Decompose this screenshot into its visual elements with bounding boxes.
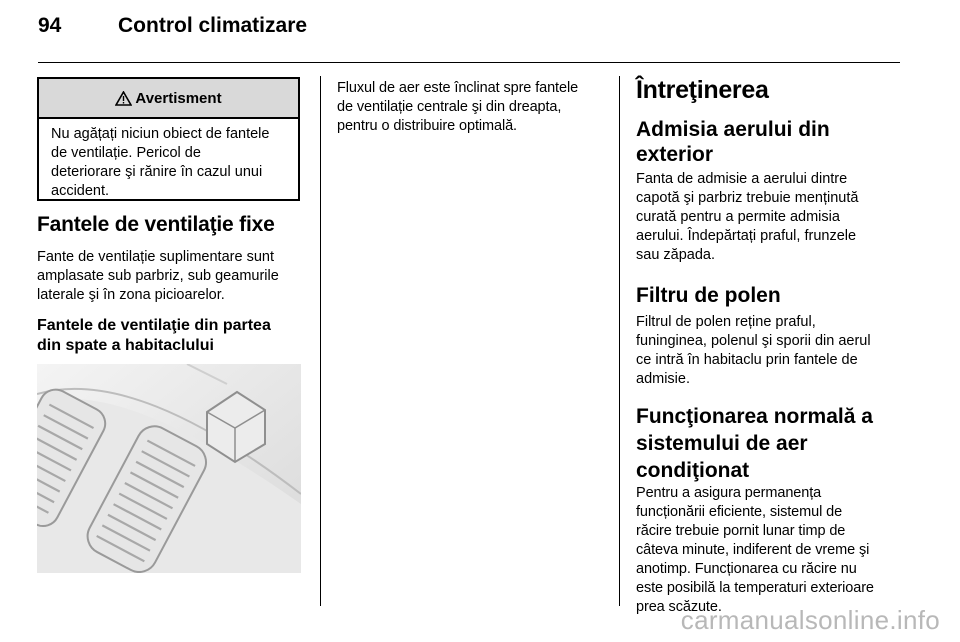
text-line: răcire trebuie pornit lunar timp de xyxy=(636,523,846,539)
text-line: Admisia aerului din xyxy=(636,118,830,141)
header-divider xyxy=(38,62,900,63)
warning-title: Avertisment xyxy=(135,89,222,107)
air-intake-text xyxy=(636,170,916,265)
section-title-pollen-filter xyxy=(636,283,781,308)
fixed-vents-text xyxy=(37,248,307,305)
warning-header xyxy=(39,79,298,119)
warning-line: accident. xyxy=(51,183,110,199)
column-divider-right xyxy=(619,76,620,606)
warning-triangle-icon xyxy=(115,91,132,106)
warning-text xyxy=(51,125,290,201)
text-line: pentru o distribuire optimală. xyxy=(337,118,517,134)
warning-line: de ventilație. Pericol de xyxy=(51,145,201,161)
text-line: ce intră în habitaclu prin fantele de xyxy=(636,352,858,368)
text-line: capotă şi parbriz trebuie menținută xyxy=(636,190,859,206)
text-line: exterior xyxy=(636,143,714,166)
text-line: aerului. Îndepărtați praful, frunzele xyxy=(636,228,857,244)
text-line: sistemului de aer xyxy=(636,432,808,455)
warning-box xyxy=(37,77,300,201)
text-line: Fantele de ventilaţie din partea xyxy=(37,317,271,334)
airflow-text xyxy=(337,79,617,136)
section-title-ac-operation xyxy=(636,403,873,484)
text-line: este posibilă la temperaturi exterioare xyxy=(636,580,874,596)
text-line: condiţionat xyxy=(636,459,750,482)
rear-vents-illustration xyxy=(37,364,301,573)
text-line: Filtrul de polen reține praful, xyxy=(636,314,816,330)
text-line: funinginea, polenul şi sporii din aerul xyxy=(636,333,871,349)
text-line: admisie. xyxy=(636,371,690,387)
section-title-air-intake xyxy=(636,117,830,167)
ac-operation-text xyxy=(636,484,921,617)
text-line: funcționării eficiente, sistemul de xyxy=(636,504,843,520)
text-line: din spate a habitaclului xyxy=(37,337,214,354)
maintenance-heading: Întreţinerea xyxy=(636,76,769,104)
text-line: Fante de ventilație suplimentare sunt xyxy=(37,249,274,265)
warning-line: Nu agățați niciun obiect de fantele xyxy=(51,126,270,142)
warning-line: deteriorare şi rănire în cazul unui xyxy=(51,164,263,180)
text-line: curată pentru a permite admisia xyxy=(636,209,840,225)
text-line: Pentru a asigura permanența xyxy=(636,485,822,501)
text-line: anotimp. Funcționarea cu răcire nu xyxy=(636,561,857,577)
text-line: prea scăzute. xyxy=(636,599,722,615)
page-title: Control climatizare xyxy=(118,14,308,37)
pollen-filter-text xyxy=(636,313,916,389)
text-line: Fluxul de aer este înclinat spre fantele xyxy=(337,80,579,96)
watermark: carmanualsonline.info xyxy=(680,605,940,635)
text-line: Filtru de polen xyxy=(636,284,781,307)
subheading-rear-vents xyxy=(37,316,271,356)
column-divider-left xyxy=(320,76,321,606)
text-line: laterale şi în zona picioarelor. xyxy=(37,287,225,303)
text-line: Funcţionarea normală a xyxy=(636,405,873,428)
text-line: Fanta de admisie a aerului dintre xyxy=(636,171,848,187)
text-line: de ventilație centrale şi din dreapta, xyxy=(337,99,562,115)
text-line: sau zăpada. xyxy=(636,247,716,263)
text-line: câteva minute, indiferent de vreme şi xyxy=(636,542,870,558)
page-number: 94 xyxy=(38,14,62,37)
text-line: amplasate sub parbriz, sub geamurile xyxy=(37,268,279,284)
section-heading-fixed-vents: Fantele de ventilaţie fixe xyxy=(37,213,275,236)
